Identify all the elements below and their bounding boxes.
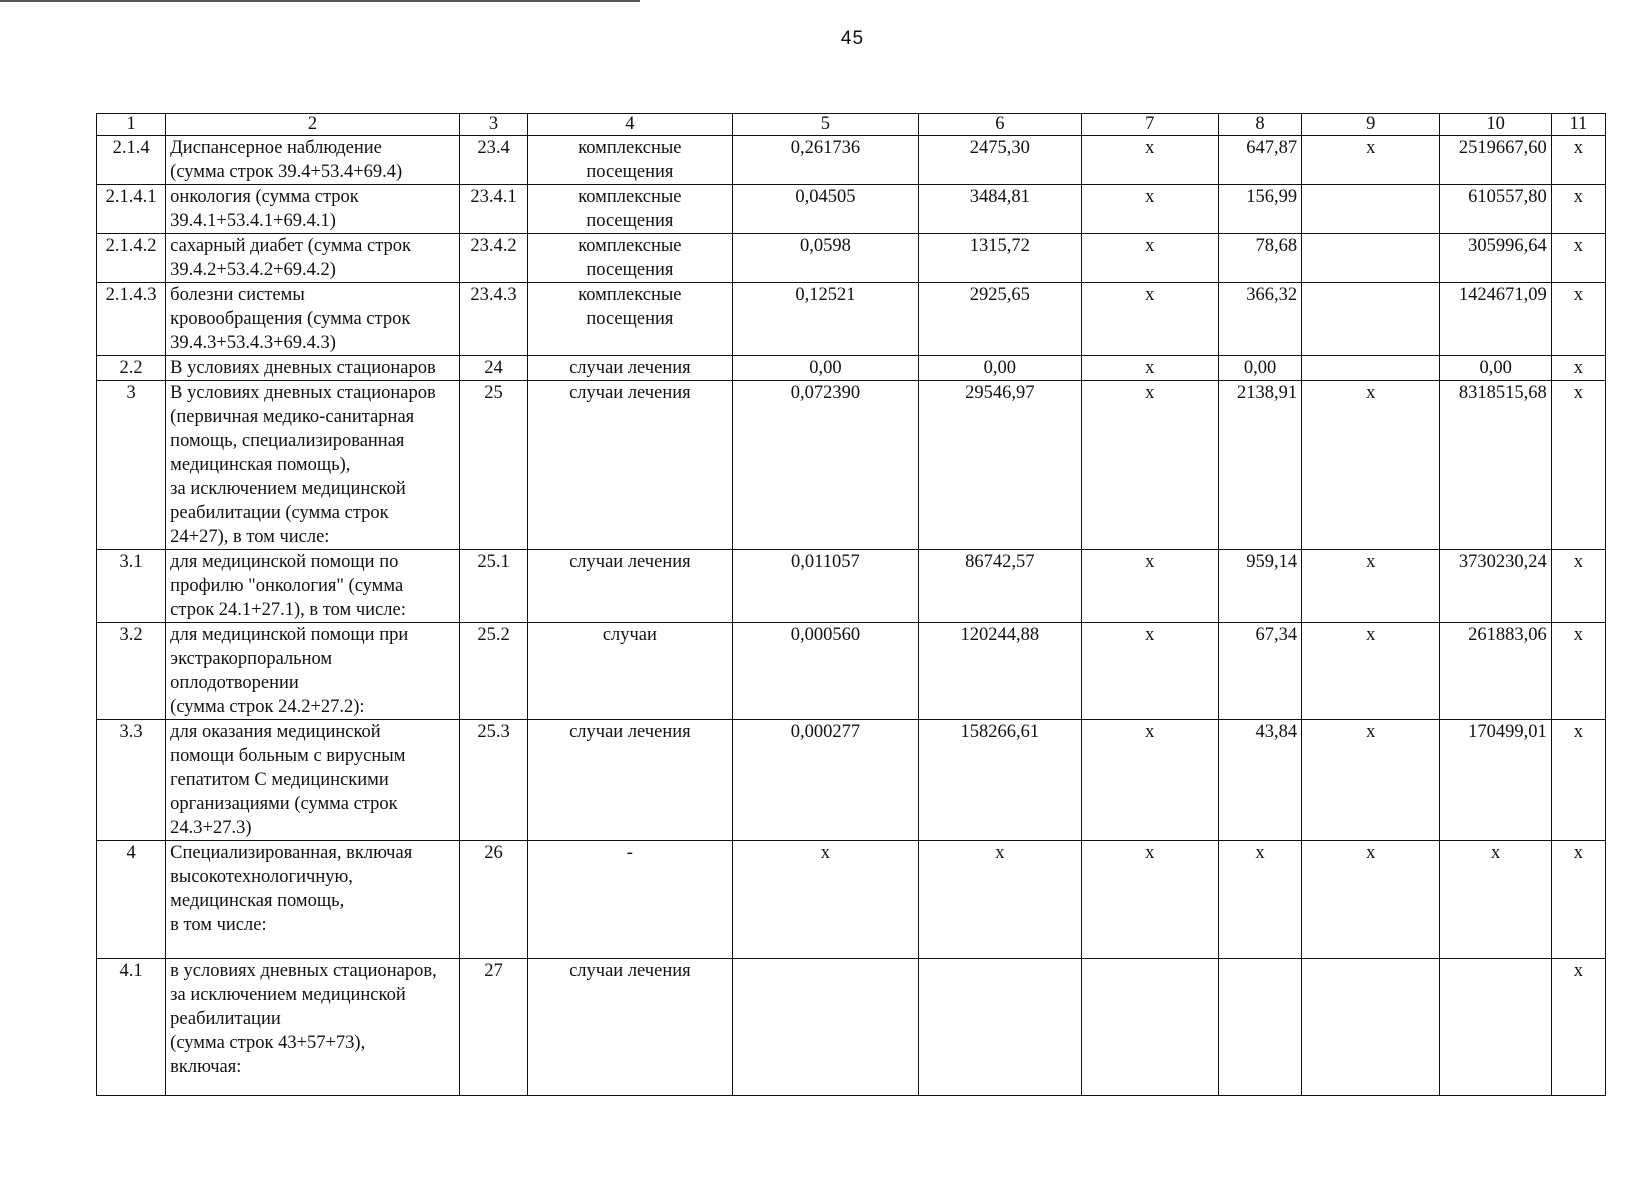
row-number: 2.1.4	[97, 136, 166, 185]
cell-col5: 0,072390	[732, 381, 918, 550]
row-number: 3	[97, 381, 166, 550]
row-name-line: онкология (сумма строк	[170, 187, 359, 207]
cell-col11: х	[1551, 550, 1605, 623]
row-name-line: (сумма строк 39.4+53.4+69.4)	[170, 162, 403, 182]
table-row	[97, 136, 1606, 185]
row-unit-line: посещения	[586, 211, 674, 231]
cell-col9: х	[1302, 381, 1440, 550]
row-name-line: помощь, специализированная	[170, 431, 405, 451]
row-name-line: для медицинской помощи при	[170, 625, 409, 645]
cell-col9	[1302, 959, 1440, 1096]
cell-col9: х	[1302, 720, 1440, 841]
row-name-line: болезни системы	[170, 285, 305, 305]
row-unit	[528, 720, 733, 841]
row-name-line: медицинская помощь,	[170, 891, 345, 911]
row-name-line: оплодотворении	[170, 673, 299, 693]
row-name-line: реабилитации	[170, 1009, 281, 1029]
row-name-line: для медицинской помощи по	[170, 552, 399, 572]
column-header: 2	[166, 114, 460, 136]
cell-col5: 0,00	[732, 356, 918, 381]
data-table	[96, 113, 1606, 1096]
row-unit-line: комплексные	[578, 187, 682, 207]
row-name-line: за исключением медицинской	[170, 479, 406, 499]
row-name-line: (сумма строк 24.2+27.2):	[170, 697, 365, 717]
row-name-line: реабилитации (сумма строк	[170, 503, 389, 523]
top-scan-rule	[0, 0, 640, 2]
row-unit-line: случаи	[602, 625, 657, 645]
row-name-line: В условиях дневных стационаров	[170, 383, 436, 403]
cell-col8: 43,84	[1218, 720, 1301, 841]
column-header: 1	[97, 114, 166, 136]
table-row	[97, 623, 1606, 720]
cell-col7: х	[1081, 550, 1218, 623]
cell-col6: 2925,65	[919, 283, 1081, 356]
cell-col7: х	[1081, 381, 1218, 550]
row-name-line: высокотехнологичную,	[170, 867, 353, 887]
cell-col9	[1302, 234, 1440, 283]
cell-col7: х	[1081, 356, 1218, 381]
row-name-line: помощи больным с вирусным	[170, 746, 406, 766]
cell-col7	[1081, 959, 1218, 1096]
row-name-line: в том числе:	[170, 915, 267, 935]
cell-col6: х	[919, 841, 1081, 959]
cell-col8: 959,14	[1218, 550, 1301, 623]
row-name-line: сахарный диабет (сумма строк	[170, 236, 412, 256]
cell-col8: 647,87	[1218, 136, 1301, 185]
column-header: 8	[1218, 114, 1301, 136]
row-code: 23.4.3	[459, 283, 527, 356]
cell-col11: х	[1551, 234, 1605, 283]
row-name	[166, 841, 460, 959]
cell-col11: х	[1551, 136, 1605, 185]
row-name	[166, 136, 460, 185]
cell-col11: х	[1551, 841, 1605, 959]
cell-col5: х	[732, 841, 918, 959]
cell-col11: х	[1551, 356, 1605, 381]
row-unit	[528, 283, 733, 356]
row-unit-line: -	[626, 843, 633, 863]
row-code: 26	[459, 841, 527, 959]
row-name-line: 24.3+27.3)	[170, 818, 252, 838]
column-header: 9	[1302, 114, 1440, 136]
cell-col5: 0,000277	[732, 720, 918, 841]
cell-col8: 78,68	[1218, 234, 1301, 283]
cell-col5: 0,000560	[732, 623, 918, 720]
cell-col10: х	[1440, 841, 1551, 959]
table-row	[97, 959, 1606, 1096]
row-name-line: включая:	[170, 1057, 242, 1077]
cell-col9: х	[1302, 841, 1440, 959]
row-code: 24	[459, 356, 527, 381]
row-name-line: кровообращения (сумма строк	[170, 309, 411, 329]
cell-col11: х	[1551, 283, 1605, 356]
cell-col8	[1218, 959, 1301, 1096]
row-name-line: (сумма строк 43+57+73),	[170, 1033, 366, 1053]
cell-col10: 610557,80	[1440, 185, 1551, 234]
row-code: 23.4.2	[459, 234, 527, 283]
cell-col7: х	[1081, 623, 1218, 720]
cell-col10: 8318515,68	[1440, 381, 1551, 550]
row-number: 2.1.4.1	[97, 185, 166, 234]
column-header: 10	[1440, 114, 1551, 136]
cell-col8: 0,00	[1218, 356, 1301, 381]
row-unit	[528, 234, 733, 283]
row-name-line: 39.4.1+53.4.1+69.4.1)	[170, 211, 336, 231]
cell-col5: 0,0598	[732, 234, 918, 283]
row-code: 25.1	[459, 550, 527, 623]
column-header: 7	[1081, 114, 1218, 136]
cell-col6: 0,00	[919, 356, 1081, 381]
cell-col11: х	[1551, 959, 1605, 1096]
row-unit-line: случаи лечения	[569, 383, 691, 403]
row-name-line: Специализированная, включая	[170, 843, 413, 863]
row-unit	[528, 550, 733, 623]
page-number: 45	[840, 28, 865, 49]
row-unit-line: комплексные	[578, 236, 682, 256]
cell-col11: х	[1551, 185, 1605, 234]
cell-col9	[1302, 356, 1440, 381]
row-unit-line: посещения	[586, 162, 674, 182]
row-number: 2.2	[97, 356, 166, 381]
row-name-line: в условиях дневных стационаров,	[170, 961, 437, 981]
table-row	[97, 234, 1606, 283]
cell-col11: х	[1551, 381, 1605, 550]
row-name-line: гепатитом С медицинскими	[170, 770, 389, 790]
cell-col5	[732, 959, 918, 1096]
cell-col9	[1302, 283, 1440, 356]
cell-col10: 1424671,09	[1440, 283, 1551, 356]
row-number: 2.1.4.2	[97, 234, 166, 283]
row-name-line: (первичная медико-санитарная	[170, 407, 415, 427]
column-header: 11	[1551, 114, 1605, 136]
row-unit	[528, 356, 733, 381]
row-name	[166, 356, 460, 381]
row-unit-line: комплексные	[578, 285, 682, 305]
cell-col7: х	[1081, 720, 1218, 841]
table-row	[97, 720, 1606, 841]
cell-col6	[919, 959, 1081, 1096]
cell-col8: 2138,91	[1218, 381, 1301, 550]
cell-col10: 305996,64	[1440, 234, 1551, 283]
cell-col5: 0,04505	[732, 185, 918, 234]
cell-col11: х	[1551, 720, 1605, 841]
row-name-line: медицинская помощь),	[170, 455, 351, 475]
row-name-line: Диспансерное наблюдение	[170, 138, 382, 158]
cell-col5: 0,12521	[732, 283, 918, 356]
row-name	[166, 283, 460, 356]
cell-col6: 158266,61	[919, 720, 1081, 841]
cell-col5: 0,261736	[732, 136, 918, 185]
cell-col10: 3730230,24	[1440, 550, 1551, 623]
row-code: 23.4.1	[459, 185, 527, 234]
cell-col11: х	[1551, 623, 1605, 720]
cell-col10: 170499,01	[1440, 720, 1551, 841]
column-header: 4	[528, 114, 733, 136]
row-unit-line: случаи лечения	[569, 722, 691, 742]
cell-col7: х	[1081, 283, 1218, 356]
row-name	[166, 720, 460, 841]
cell-col5: 0,011057	[732, 550, 918, 623]
row-unit	[528, 623, 733, 720]
cell-col7: х	[1081, 234, 1218, 283]
cell-col6: 120244,88	[919, 623, 1081, 720]
row-unit	[528, 185, 733, 234]
row-name	[166, 959, 460, 1096]
row-name	[166, 550, 460, 623]
row-code: 25.2	[459, 623, 527, 720]
column-header: 3	[459, 114, 527, 136]
row-unit-line: посещения	[586, 260, 674, 280]
row-number: 3.3	[97, 720, 166, 841]
row-number: 4	[97, 841, 166, 959]
row-number: 4.1	[97, 959, 166, 1096]
row-unit	[528, 381, 733, 550]
table-row	[97, 356, 1606, 381]
row-name	[166, 185, 460, 234]
column-header: 5	[732, 114, 918, 136]
row-unit-line: комплексные	[578, 138, 682, 158]
cell-col8: 156,99	[1218, 185, 1301, 234]
table-row	[97, 550, 1606, 623]
row-name	[166, 623, 460, 720]
cell-col10: 0,00	[1440, 356, 1551, 381]
cell-col6: 1315,72	[919, 234, 1081, 283]
row-number: 3.2	[97, 623, 166, 720]
cell-col7: х	[1081, 136, 1218, 185]
cell-col9	[1302, 185, 1440, 234]
column-number-row	[97, 114, 1606, 136]
cell-col8: 366,32	[1218, 283, 1301, 356]
row-number: 3.1	[97, 550, 166, 623]
row-code: 25	[459, 381, 527, 550]
cell-col10	[1440, 959, 1551, 1096]
table-row	[97, 841, 1606, 959]
row-code: 25.3	[459, 720, 527, 841]
row-unit	[528, 959, 733, 1096]
row-name-line: для оказания медицинской	[170, 722, 381, 742]
cell-col7: х	[1081, 841, 1218, 959]
table-row	[97, 185, 1606, 234]
row-unit-line: случаи лечения	[569, 358, 691, 378]
row-name-line: 39.4.2+53.4.2+69.4.2)	[170, 260, 336, 280]
row-code: 23.4	[459, 136, 527, 185]
column-header: 6	[919, 114, 1081, 136]
row-name-line: строк 24.1+27.1), в том числе:	[170, 600, 406, 620]
cell-col6: 29546,97	[919, 381, 1081, 550]
row-unit	[528, 841, 733, 959]
row-name-line: 24+27), в том числе:	[170, 527, 330, 547]
cell-col9: х	[1302, 623, 1440, 720]
row-name-line: организациями (сумма строк	[170, 794, 398, 814]
table-row	[97, 283, 1606, 356]
cell-col6: 3484,81	[919, 185, 1081, 234]
row-unit-line: случаи лечения	[569, 961, 691, 981]
row-name-line: за исключением медицинской	[170, 985, 406, 1005]
row-name-line: В условиях дневных стационаров	[170, 358, 436, 378]
row-unit-line: случаи лечения	[569, 552, 691, 572]
table-row	[97, 381, 1606, 550]
row-number: 2.1.4.3	[97, 283, 166, 356]
row-name-line: 39.4.3+53.4.3+69.4.3)	[170, 333, 336, 353]
cell-col10: 2519667,60	[1440, 136, 1551, 185]
cell-col8: 67,34	[1218, 623, 1301, 720]
cell-col8: х	[1218, 841, 1301, 959]
row-unit-line: посещения	[586, 309, 674, 329]
cell-col9: х	[1302, 136, 1440, 185]
cell-col6: 86742,57	[919, 550, 1081, 623]
row-name	[166, 381, 460, 550]
row-name-line: экстракорпоральном	[170, 649, 333, 669]
cell-col9: х	[1302, 550, 1440, 623]
row-code: 27	[459, 959, 527, 1096]
cell-col6: 2475,30	[919, 136, 1081, 185]
row-name	[166, 234, 460, 283]
cell-col10: 261883,06	[1440, 623, 1551, 720]
row-name-line: профилю "онкология" (сумма	[170, 576, 404, 596]
cell-col7: х	[1081, 185, 1218, 234]
row-unit	[528, 136, 733, 185]
